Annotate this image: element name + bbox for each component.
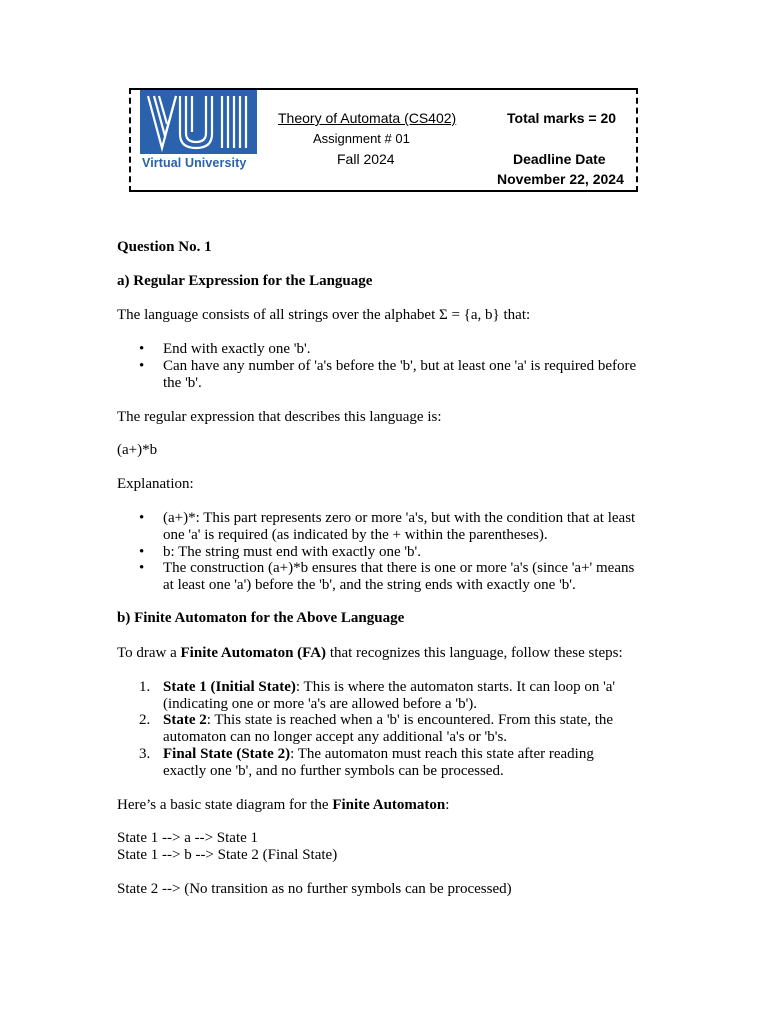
list-item: The construction (a+)*b ensures that there is one or more 'a's (since 'a+' means <box>163 560 635 576</box>
virtual-university-logo <box>140 90 257 172</box>
list-item: (a+)*: This part represents zero or more 'a's, but with the condition that at least <box>163 510 636 526</box>
step-item <box>163 679 615 696</box>
part-a-intro: The language consists of all strings over the alphabet Σ = {a, b} that: <box>117 307 531 323</box>
vu-monogram-icon <box>140 90 257 154</box>
bullet-icon: • <box>139 358 145 374</box>
bullet-icon: • <box>139 510 145 526</box>
total-marks: Total marks = 20 <box>507 110 617 126</box>
step-item-continuation: automaton can no longer accept any additional 'a's or 'b's. <box>163 729 508 745</box>
step-title: State 2 <box>163 712 207 728</box>
diagram-intro <box>117 797 449 814</box>
deadline-label: Deadline Date <box>513 151 606 167</box>
list-item: b: The string must end with exactly one 'b'. <box>163 544 422 560</box>
step-number: 3. <box>139 746 151 762</box>
list-item: Can have any number of 'a's before the 'b', but at least one 'a' is required before <box>163 358 637 374</box>
step-item-continuation: (indicating one or more 'a's are allowed before a 'b'). <box>163 696 478 712</box>
regex: (a+)*b <box>117 442 158 458</box>
step-text: : This is where the automaton starts. It can loop on 'a' <box>295 679 616 695</box>
final-note: State 2 --> (No transition as no further symbols can be processed) <box>117 881 512 897</box>
part-b-intro-bold: Finite Automaton (FA) <box>180 645 327 661</box>
step-text: : This state is reached when a 'b' is encountered. From this state, the <box>206 712 614 728</box>
list-item: End with exactly one 'b'. <box>163 341 311 357</box>
list-item-continuation: at least one 'a') before the 'b', and the string ends with exactly one 'b'. <box>163 577 576 593</box>
header-border-left <box>129 88 131 192</box>
diagram-intro-text: Here’s a basic state diagram for the <box>117 797 333 813</box>
bullet-icon: • <box>139 544 145 560</box>
deadline-date: November 22, 2024 <box>497 171 624 187</box>
question-heading: Question No. 1 <box>117 239 212 255</box>
part-b-intro-text: To draw a <box>117 645 181 661</box>
header-border-right <box>636 88 638 192</box>
step-item-continuation: exactly one 'b', and no further symbols can be processed. <box>163 763 504 779</box>
header-border-bottom <box>129 190 638 192</box>
assignment-number: Assignment # 01 <box>313 131 410 146</box>
list-item-continuation: one 'a' is required (as indicated by the + within the parentheses). <box>163 527 548 543</box>
part-a-heading: a) Regular Expression for the Language <box>117 273 373 289</box>
bullet-icon: • <box>139 341 145 357</box>
step-title: State 1 (Initial State) <box>163 679 296 695</box>
explanation-label: Explanation: <box>117 476 194 492</box>
diagram-intro-end: : <box>445 797 450 813</box>
part-b-intro <box>117 645 623 662</box>
course-title: Theory of Automata (CS402) <box>278 110 457 126</box>
regex-intro: The regular expression that describes this language is: <box>117 409 442 425</box>
part-b-heading: b) Finite Automaton for the Above Language <box>117 610 405 626</box>
logo-text: Virtual University <box>142 156 247 170</box>
list-item-continuation: the 'b'. <box>163 375 202 391</box>
step-item <box>163 712 613 729</box>
semester: Fall 2024 <box>337 151 395 167</box>
step-item <box>163 746 594 763</box>
vu-logo-mark-icon <box>140 90 257 154</box>
step-text: : The automaton must reach this state after reading <box>290 746 594 762</box>
part-b-intro-text-end: that recognizes this language, follow these steps: <box>326 645 623 661</box>
step-title: Final State (State 2) <box>163 746 291 762</box>
diagram-intro-bold: Finite Automaton <box>332 797 446 813</box>
step-number: 2. <box>139 712 151 728</box>
transition-line: State 1 --> a --> State 1 <box>117 830 259 846</box>
bullet-icon: • <box>139 560 145 576</box>
step-number: 1. <box>139 679 151 695</box>
transition-line: State 1 --> b --> State 2 (Final State) <box>117 847 338 863</box>
header-box <box>129 88 638 192</box>
